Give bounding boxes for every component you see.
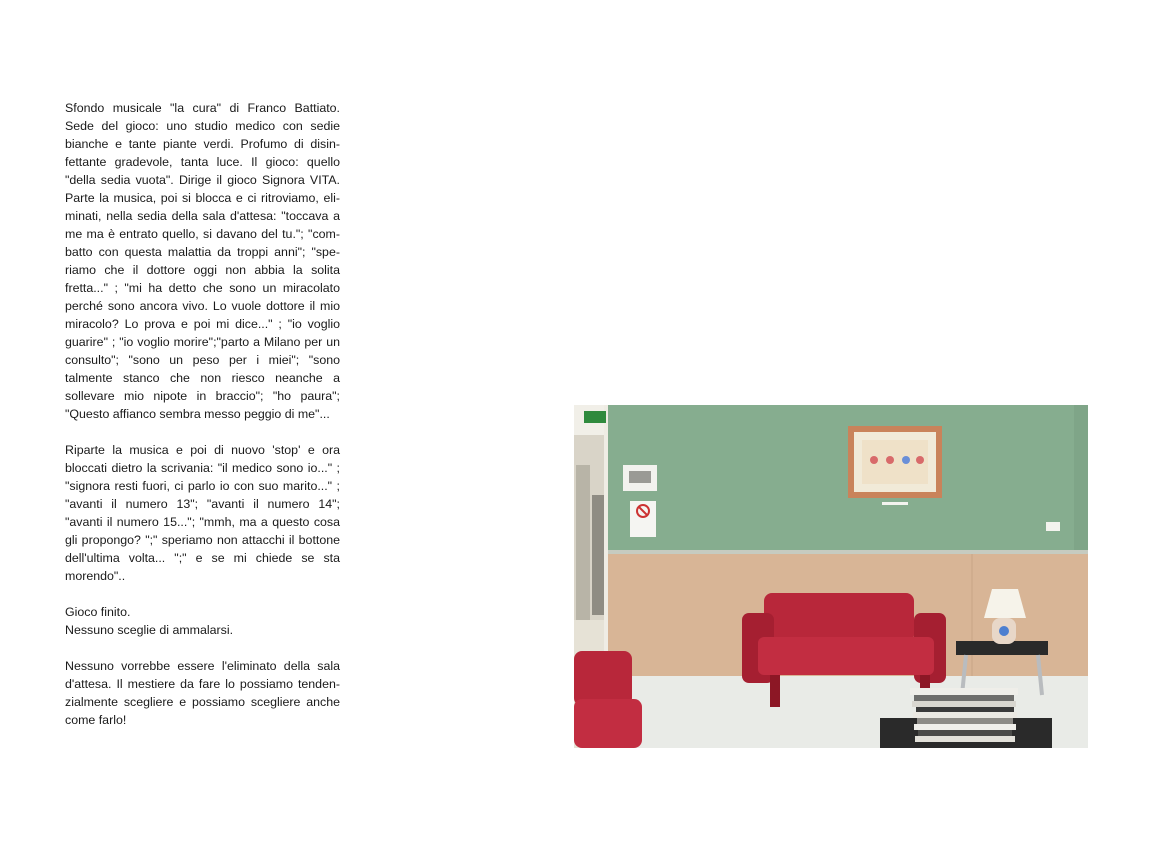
paragraph-nobody-chooses: Nessuno sceglie di ammalarsi. — [65, 623, 234, 637]
waiting-room-photo — [574, 405, 1088, 748]
body-text — [65, 99, 340, 747]
exit-sign — [584, 411, 606, 423]
wall-outlet — [1046, 522, 1060, 531]
paragraph-game-over: Gioco finito. — [65, 605, 131, 619]
paragraph-game-intro: Sfondo musicale "la cura" di Franco Battiato. Sede del gioco: uno studio medico con sedie bianche e tante piante verdi. Profumo di disinfettante gradevole, tanta luce. Il gioco: quello "della sedia vuota". Dirige il gioco Signora VITA. Parte la musica, poi si blocca e ci ritroviamo, eliminati, nella sedia della sala d'attesa: "toccava a me ma è entrato quello, si davano del tu."; "combatto con questa malattia da troppi anni"; "speriamo che il dottore oggi non abbia la solita fretta..." ; "mi ha detto che sono un miracolato perché sono ancora vivo. Lo vuole dottore il mio miracolo? Lo prova e poi mi dice..." ; "io voglio guarire" ; "io voglio morire";"parto a Milano per un consulto"; "sono un peso per i miei"; "sono talmente stanco che non riesco neanche a sollevare mio nipote in braccio"; "ho paura"; "Questo affianco sembra messo peggio di me"... — [65, 101, 340, 421]
red-armchair — [574, 651, 642, 748]
no-smoking-sign — [630, 501, 656, 537]
paragraph-conclusion: Nessuno vorrebbe essere l'eliminato della sala d'attesa. Il mestiere da fare lo possiamo tendenzialmente scegliere e possiamo scegliere anche come farlo! — [65, 659, 340, 727]
paragraph-second-round: Riparte la musica e poi di nuovo 'stop' e ora bloccati dietro la scrivania: "il medico sono io..." ; "signora resti fuori, ci parlo io con suo marito..." ; "avanti il numero 13"; "avanti il numero 14"; "avanti il numero 15..."; "mmh, ma a questo cosa gli propongo? ";" speriamo non attacchi il bottone dell'ultima volta... ";" e se mi chiede se sta morendo".. — [65, 443, 340, 583]
magazine-stack — [910, 688, 1018, 742]
